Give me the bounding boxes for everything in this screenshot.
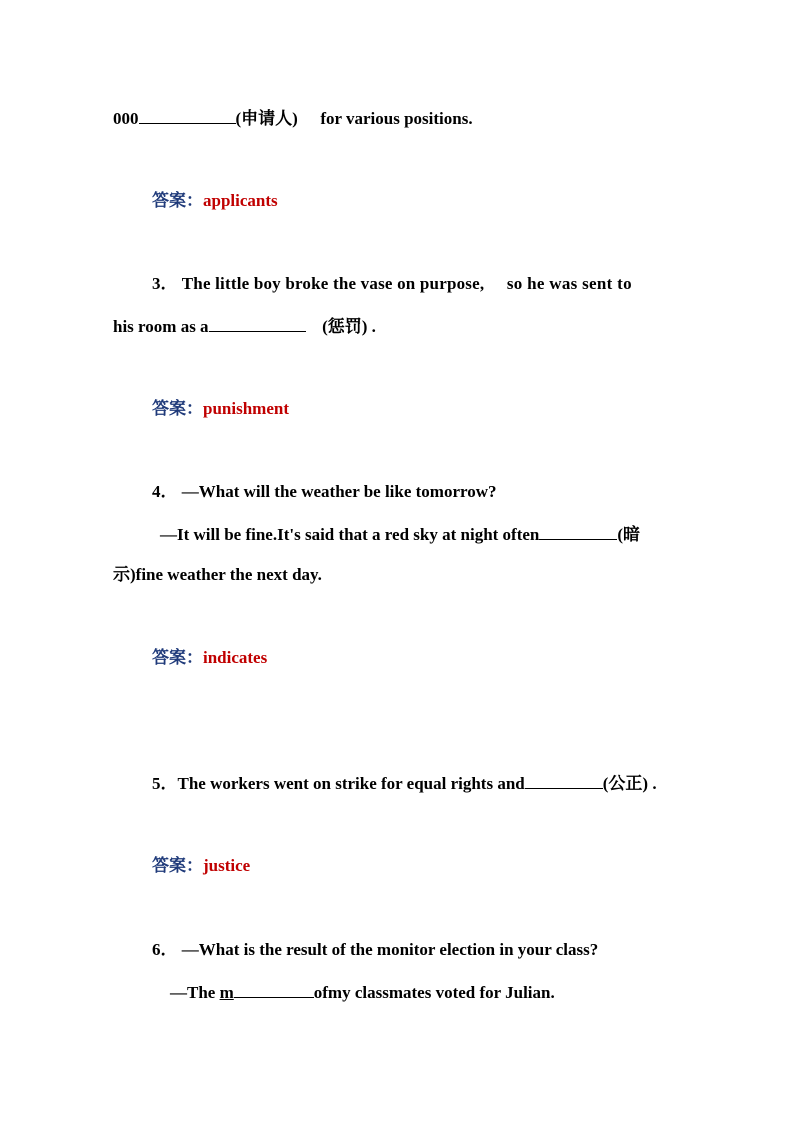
- question-3-line-2: [113, 315, 376, 338]
- answer-5: [152, 855, 250, 877]
- question-6-text: —What is the result of the monitor election in your class?: [181, 940, 599, 959]
- answer-label: 答案：: [152, 856, 203, 875]
- question-6-line-2: [170, 981, 555, 1004]
- answer-4: [152, 647, 267, 669]
- answer-text: punishment: [203, 399, 289, 418]
- question-6-letter: m: [219, 983, 234, 1002]
- question-3-text-2: his room as a: [113, 317, 209, 336]
- question-4-hint-open: (暗: [617, 525, 641, 544]
- question-5-text: The workers went on strike for equal rights and: [177, 774, 525, 793]
- answer-blank: [234, 981, 314, 998]
- question-3-text-b: so he was sent to: [506, 274, 632, 293]
- question-6-text-2: —The: [170, 983, 220, 1002]
- question-5-hint: (公正): [602, 774, 649, 793]
- question-2-prefix: 000: [113, 109, 139, 128]
- question-2-hint: (申请人): [235, 109, 298, 128]
- question-4-line-2: [160, 523, 640, 546]
- question-3-text: The little boy broke the vase on purpose,: [181, 274, 485, 293]
- question-4-text-2: —It will be fine.It's said that a red sky at night often: [160, 525, 540, 544]
- question-3-end: .: [371, 317, 376, 336]
- answer-label: 答案：: [152, 648, 203, 667]
- question-number: 5．: [152, 774, 178, 793]
- question-5-line: [152, 772, 657, 795]
- answer-text: indicates: [203, 648, 268, 667]
- answer-2: [152, 190, 278, 212]
- answer-blank: [139, 107, 236, 124]
- question-4-line-3: [113, 564, 322, 586]
- answer-blank: [209, 315, 306, 332]
- answer-3: [152, 398, 289, 420]
- answer-text: justice: [203, 856, 251, 875]
- question-4-line-1: [152, 481, 497, 503]
- answer-blank: [539, 523, 617, 540]
- question-3-hint: (惩罚): [322, 317, 368, 336]
- question-number: 6．: [152, 940, 178, 959]
- question-3-line-1: [152, 273, 632, 295]
- question-6-text-3: ofmy classmates voted for Julian.: [313, 983, 555, 1002]
- answer-text: applicants: [203, 191, 278, 210]
- question-4-text-3: 示)fine weather the next day.: [113, 565, 322, 584]
- question-number: 4．: [152, 482, 178, 501]
- question-2-line: [113, 107, 473, 130]
- answer-label: 答案：: [152, 191, 203, 210]
- question-6-line-1: [152, 939, 598, 961]
- question-5-end: .: [652, 774, 657, 793]
- answer-label: 答案：: [152, 399, 203, 418]
- question-4-text: —What will the weather be like tomorrow?: [181, 482, 497, 501]
- answer-blank: [525, 772, 603, 789]
- question-number: 3．: [152, 274, 178, 293]
- question-2-suffix: for various positions.: [320, 109, 473, 128]
